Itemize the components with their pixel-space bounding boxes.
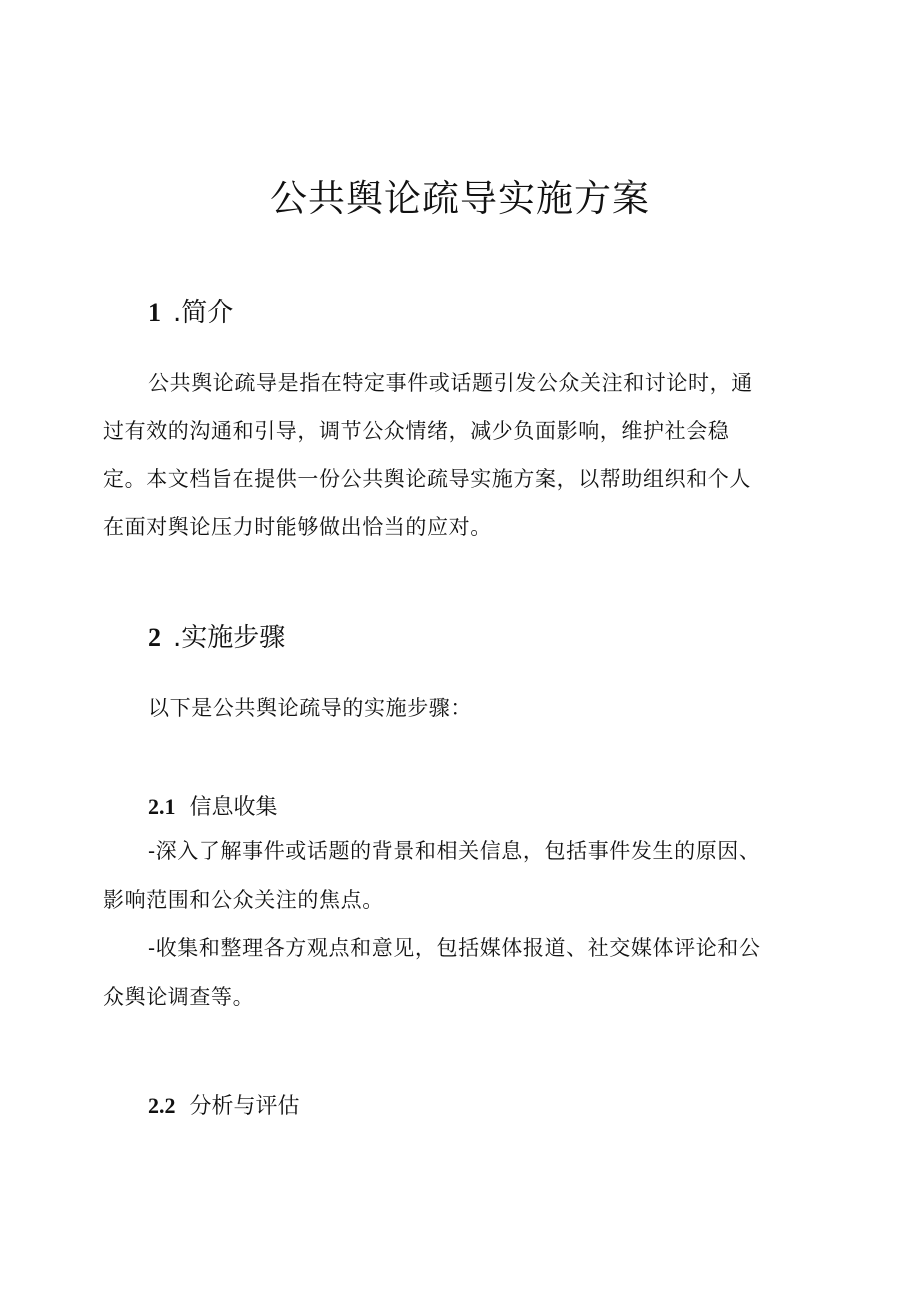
subsection-2-2-title: 分析与评估 — [189, 1094, 300, 1119]
subsection-2-1-line-4: 众舆论调查等。 — [103, 985, 255, 1009]
section-1-number: 1 — [148, 298, 161, 327]
section-2-heading — [148, 621, 285, 655]
section-2-number: 2 — [148, 623, 161, 652]
subsection-2-1-number: 2.1 — [148, 794, 176, 819]
subsection-2-1-line-3: -收集和整理各方观点和意见，包括媒体报道、社交媒体评论和公 — [148, 936, 761, 960]
subsection-2-1-heading — [148, 792, 278, 823]
subsection-2-2-heading — [148, 1091, 300, 1122]
section-2-intro: 以下是公共舆论疏导的实施步骤： — [148, 696, 472, 720]
subsection-2-1-line-1: -深入了解事件或话题的背景和相关信息，包括事件发生的原因、 — [148, 839, 761, 863]
section-2-title: .实施步骤 — [173, 623, 286, 653]
section-1-heading — [148, 296, 233, 330]
subsection-2-1-title: 信息收集 — [189, 795, 278, 820]
subsection-2-1-line-2: 影响范围和公众关注的焦点。 — [103, 888, 384, 912]
section-1-paragraph-line-2: 过有效的沟通和引导，调节公众情绪，减少负面影响，维护社会稳 — [103, 419, 730, 443]
section-1-paragraph-line-1: 公共舆论疏导是指在特定事件或话题引发公众关注和讨论时，通 — [148, 371, 753, 395]
document-title: 公共舆论疏导实施方案 — [270, 177, 650, 220]
section-1-paragraph-line-4: 在面对舆论压力时能够做出恰当的应对。 — [103, 515, 492, 539]
section-1-title: .简介 — [173, 298, 234, 328]
section-1-paragraph-line-3: 定。本文档旨在提供一份公共舆论疏导实施方案，以帮助组织和个人 — [103, 467, 751, 491]
subsection-2-2-number: 2.2 — [148, 1093, 176, 1118]
